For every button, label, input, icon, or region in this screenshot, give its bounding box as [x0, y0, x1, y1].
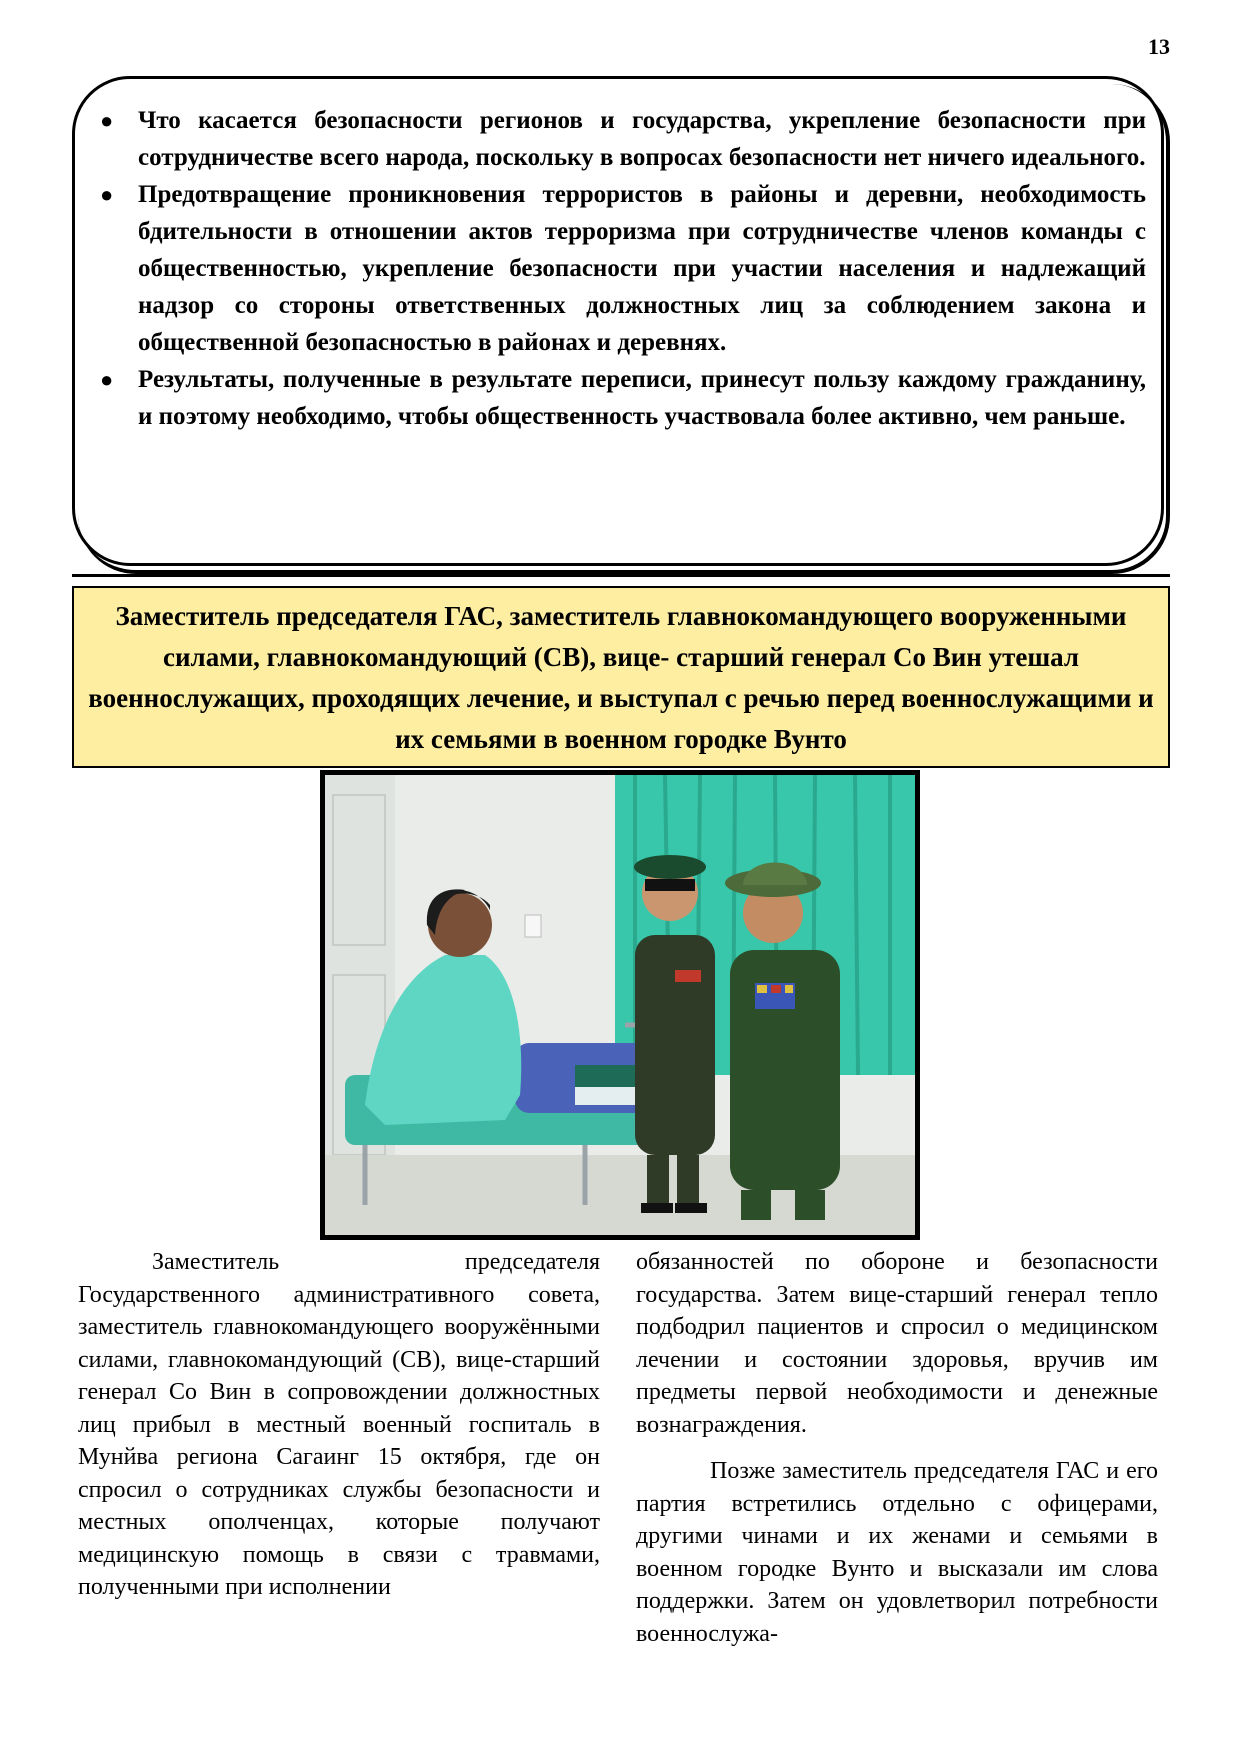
body-paragraph: Заместитель председателя Государственного административного совета, заместитель главнокомандующего вооружёнными силами, главнокомандующий (СВ), вице-старший генерал Со Вин в сопровождении должностных лиц прибыл в местный военный госпиталь в Мунйва региона Сагаинг 15 октября, где он спросил о сотрудниках службы безопасности и местных ополченцах, которые получают медицинскую помощь в связи с травмами, полученными при исполнении — [78, 1249, 600, 1600]
bullet-dot-icon: ● — [100, 367, 114, 392]
bullet-item — [96, 176, 1146, 361]
body-paragraph: обязанностей по обороне и безопасности государства. Затем вице-старший генерал тепло подбодрил пациентов и спросил о медицинском лечении и состоянии здоровья, вручив им предметы первой необходимости и денежные вознаграждения. — [636, 1249, 1158, 1438]
bullet-text: Что касается безопасности регионов и государства, укрепление безопасности при сотрудничестве всего народа, поскольку в вопросах безопасности нет ничего идеального. — [138, 107, 1146, 171]
headline-box — [72, 586, 1170, 768]
bullet-text: Предотвращение проникновения террористов в районы и деревни, необходимость бдительности в отношении актов терроризма при сотрудничестве членов команды с общественностью, укрепление безопасности при участии населения и надлежащий надзор со стороны ответственных должностных лиц за соблюдением закона и общественной безопасностью в районах и деревнях. — [138, 181, 1146, 356]
bullet-text: Результаты, полученные в результате переписи, принесут пользу каждому гражданину, и поэтому необходимо, чтобы общественность участвовала более активно, чем раньше. — [138, 366, 1146, 430]
body-paragraph: Позже заместитель председателя ГАС и его партия встретились отдельно с офицерами, другими чинами и их женами и семьями в военном городке Вунто и высказали им слова поддержки. Затем он удовлетворил потребности военнослужа- — [636, 1458, 1158, 1647]
bullet-item — [96, 102, 1146, 176]
body-column-right — [636, 1246, 1158, 1650]
page-number: 13 — [1148, 34, 1170, 59]
hospital-scene-photo — [325, 775, 915, 1235]
headline: Заместитель председателя ГАС, заместитель главнокомандующего вооруженными силами, главнокомандующий (СВ), вице- старший генерал Со Вин утешал военнослужащих, проходящих лечение, и выступал с речью перед военнослужащими и их семьями в военном городке Вунто — [88, 601, 1154, 754]
news-photo — [320, 770, 920, 1240]
body-column-left — [78, 1246, 600, 1604]
bullet-item — [96, 361, 1146, 435]
bullet-list — [96, 102, 1146, 435]
bullet-dot-icon: ● — [100, 108, 114, 133]
divider — [72, 574, 1170, 577]
bullet-dot-icon: ● — [100, 182, 114, 207]
